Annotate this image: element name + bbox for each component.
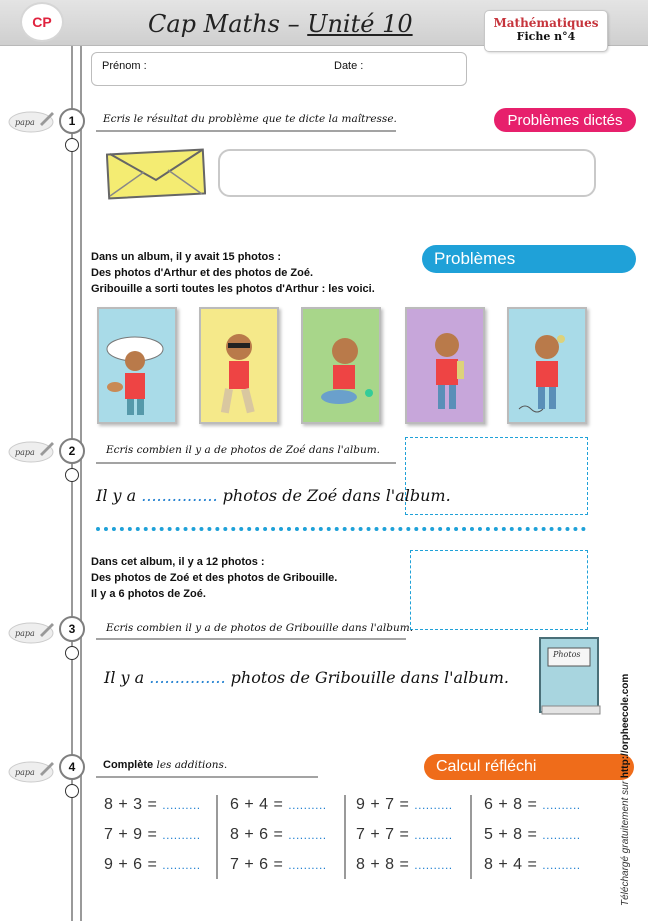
pencil-icon: [6, 106, 56, 136]
answer-blank[interactable]: ...............: [141, 486, 218, 505]
addition-equation: 9 + 7 =: [356, 796, 410, 813]
exercise4-instruction: [103, 759, 227, 771]
addition-equation: 8 + 6 =: [230, 826, 284, 843]
photo-arthur-3: [301, 307, 381, 424]
album-label: Photos: [553, 650, 581, 659]
addition-equation: 6 + 8 =: [484, 796, 538, 813]
addition-answer-blank[interactable]: ..........: [542, 798, 581, 812]
addition-answer-blank[interactable]: ..........: [162, 798, 201, 812]
exercise2-answer-line: [96, 486, 451, 505]
unit-title: Unité 10: [307, 10, 413, 38]
margin-line-inner: [80, 46, 82, 921]
exercise-number-1: 1: [59, 108, 85, 134]
column-divider: [344, 795, 346, 879]
addition-item: [484, 796, 581, 814]
subject-card: [484, 10, 608, 52]
problem-line-3: Gribouille a sorti toutes les photos d'Arthur : les voici.: [91, 283, 375, 295]
exercise-number-4: 4: [59, 754, 85, 780]
instruction-underline: [96, 776, 318, 778]
exercise-number-3: 3: [59, 616, 85, 642]
addition-item: [104, 856, 201, 874]
answer-suffix: photos de Gribouille dans l'album.: [225, 668, 509, 687]
svg-text:papa: papa: [15, 768, 35, 777]
problem2-line-1: Dans cet album, il y a 12 photos :: [91, 556, 265, 568]
addition-equation: 8 + 3 =: [104, 796, 158, 813]
svg-text:papa: papa: [15, 448, 35, 457]
photo-arthur-4: [405, 307, 485, 424]
addition-answer-blank[interactable]: ..........: [162, 858, 201, 872]
addition-answer-blank[interactable]: ..........: [288, 828, 327, 842]
photo-arthur-5: [507, 307, 587, 424]
binder-hole: [65, 468, 79, 482]
problem2-line-3: Il y a 6 photos de Zoé.: [91, 588, 206, 600]
answer-blank[interactable]: ...............: [149, 668, 226, 687]
exercise3-instruction: Ecris combien il y a de photos de Gribouille dans l'album.: [106, 622, 414, 634]
addition-item: [356, 826, 453, 844]
exercise1-instruction: Ecris le résultat du problème que te dicte la maîtresse.: [103, 113, 397, 125]
addition-answer-blank[interactable]: ..........: [162, 828, 201, 842]
subject-name: Mathématiques: [493, 16, 599, 30]
addition-equation: 6 + 4 =: [230, 796, 284, 813]
problem2-line-2: Des photos de Zoé et des photos de Gribouille.: [91, 572, 338, 584]
addition-item: [104, 796, 201, 814]
envelope-icon: [106, 148, 206, 200]
photo-arthur-2: [199, 307, 279, 424]
addition-answer-blank[interactable]: ..........: [414, 858, 453, 872]
addition-item: [230, 796, 327, 814]
addition-equation: 8 + 8 =: [356, 856, 410, 873]
credit-link[interactable]: http://orpheecole.com: [620, 673, 631, 779]
page-title: [148, 10, 413, 38]
level-badge: CP: [20, 2, 64, 42]
sheet-number: Fiche n°4: [516, 30, 576, 43]
addition-equation: 7 + 7 =: [356, 826, 410, 843]
section-problemes-dictes: Problèmes dictés: [494, 108, 636, 132]
pencil-icon: [6, 617, 56, 647]
title-text: Cap Maths –: [148, 10, 308, 38]
credit-text: Téléchargé gratuitement sur: [620, 778, 631, 906]
pencil-icon: [6, 436, 56, 466]
addition-item: [104, 826, 201, 844]
answer-box-1[interactable]: [218, 149, 596, 197]
dotted-separator: [96, 527, 586, 531]
addition-equation: 7 + 9 =: [104, 826, 158, 843]
binder-hole: [65, 646, 79, 660]
answer-suffix: photos de Zoé dans l'album.: [217, 486, 451, 505]
addition-answer-blank[interactable]: ..........: [542, 828, 581, 842]
exercise-number-2: 2: [59, 438, 85, 464]
addition-item: [230, 856, 327, 874]
section-problemes: Problèmes: [422, 245, 636, 273]
addition-equation: 9 + 6 =: [104, 856, 158, 873]
instruction-underline: [96, 462, 396, 464]
photo-album-icon: [536, 636, 602, 716]
addition-item: [230, 826, 327, 844]
addition-answer-blank[interactable]: ..........: [288, 798, 327, 812]
addition-equation: 5 + 8 =: [484, 826, 538, 843]
addition-item: [484, 826, 581, 844]
answer-prefix: Il y a: [104, 668, 150, 687]
addition-equation: 7 + 6 =: [230, 856, 284, 873]
problem-line-2: Des photos d'Arthur et des photos de Zoé.: [91, 267, 314, 279]
svg-text:papa: papa: [15, 118, 35, 127]
addition-item: [356, 796, 453, 814]
instruction-bold: Complète: [103, 759, 154, 771]
pencil-icon: [6, 756, 56, 786]
addition-answer-blank[interactable]: ..........: [542, 858, 581, 872]
download-credit: [620, 674, 631, 906]
instruction-underline: [96, 638, 406, 640]
photo-arthur-1: [97, 307, 177, 424]
drawing-box-3[interactable]: [410, 550, 588, 630]
binder-hole: [65, 784, 79, 798]
instruction-underline: [96, 130, 396, 132]
addition-item: [484, 856, 581, 874]
binder-hole: [65, 138, 79, 152]
section-calcul-reflechi: Calcul réfléchi: [424, 754, 634, 780]
exercise2-instruction: Ecris combien il y a de photos de Zoé dans l'album.: [106, 444, 381, 456]
instruction-rest: les additions.: [153, 759, 228, 771]
date-label: Date :: [334, 60, 364, 72]
addition-item: [356, 856, 453, 874]
column-divider: [470, 795, 472, 879]
addition-equation: 8 + 4 =: [484, 856, 538, 873]
exercise3-answer-line: [104, 668, 509, 687]
name-date-box: [91, 52, 467, 86]
svg-text:papa: papa: [15, 629, 35, 638]
problem-line-1: Dans un album, il y avait 15 photos :: [91, 251, 282, 263]
addition-answer-blank[interactable]: ..........: [288, 858, 327, 872]
answer-prefix: Il y a: [96, 486, 142, 505]
addition-answer-blank[interactable]: ..........: [414, 798, 453, 812]
first-name-label: Prénom :: [102, 60, 147, 72]
column-divider: [216, 795, 218, 879]
addition-answer-blank[interactable]: ..........: [414, 828, 453, 842]
